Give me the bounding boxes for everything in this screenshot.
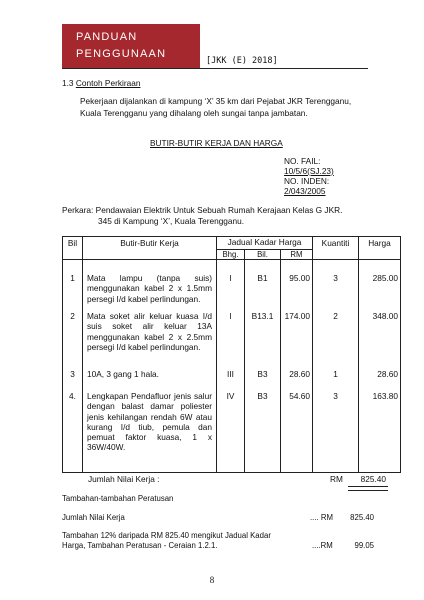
row-1-jbil: B1	[257, 273, 268, 283]
banner-title-line1: PANDUAN	[76, 31, 138, 43]
document-code: [JKK (E) 2018]	[206, 56, 278, 66]
row-3-desc: 10A, 3 gang 1 hala.	[87, 369, 159, 379]
table-header-row	[63, 237, 401, 250]
inden-label: NO. INDEN:	[284, 176, 330, 186]
row-1-desc: Mata lampu (tanpa suis) menggunakan kabel 2 x 1.5mm persegi I/d kabel perlindungan.	[87, 273, 212, 304]
row-3-qty: 1	[333, 369, 338, 379]
row-3-harga: 28.60	[377, 369, 398, 379]
row-4-harga: 163.80	[372, 391, 398, 401]
header-rule	[62, 68, 368, 69]
jumlah2-value: 825.40	[350, 513, 374, 522]
section-heading	[62, 78, 140, 88]
file-info	[284, 156, 334, 196]
tambahan-value: 99.05	[354, 541, 374, 550]
jumlah2-label: Jumlah Nilai Kerja	[62, 513, 125, 522]
header-bil: Bil	[63, 237, 83, 260]
row-2-jbil: B13.1	[251, 311, 274, 321]
tambahan-heading: Tambahan-tambahan Peratusan	[62, 494, 174, 503]
row-3-rm: 28.60	[289, 369, 310, 379]
row-1-bil: 1	[70, 273, 75, 283]
row-1-bhg: I	[229, 273, 232, 283]
perkara-block	[62, 205, 342, 227]
tambahan-text	[62, 531, 271, 551]
row-2-rm: 174.00	[284, 311, 310, 321]
perkara-line1: Pendawaian Elektrik Untuk Sebuah Rumah Kerajaan Kelas G JKR.	[95, 205, 343, 215]
jumlah-currency: RM	[330, 474, 343, 484]
fail-value: 10/5/6(SJ.23)	[284, 166, 334, 176]
perkara-line2: 345 di Kampung ‘X’, Kuala Terengganu.	[98, 216, 245, 226]
section-number: 1.3	[62, 78, 74, 88]
jumlah-value: 825.40	[360, 474, 386, 484]
intro-paragraph: Pekerjaan dijalankan di kampung ‘X’ 35 km dari Pejabat JKR Terengganu, Kuala Terengganu yang dihalang oleh sungai tanpa jambatan.	[80, 96, 352, 118]
header-kuantiti: Kuantiti	[313, 237, 359, 260]
tambahan-currency: ....RM	[312, 541, 333, 550]
row-2-bil: 2	[70, 311, 75, 321]
row-4-desc: Lengkapan Pendafluor jenis salur dengan balast damar poliester jenis kehilangan rendah 6W atau kurang I/d tiub, pemula dan pemuat faktor kuasa, 1 x 36W/40W.	[87, 391, 212, 453]
row-2-desc: Mata soket alir keluar kuasa I/d suis soket alir keluar 13A menggunakan kabel 2 x 2.5mm persegi I/d kabel perlindungan.	[87, 311, 212, 352]
row-2-harga: 348.00	[372, 311, 398, 321]
row-2-bhg: I	[229, 311, 232, 321]
header-bhg: Bhg.	[217, 250, 245, 260]
row-3-jbil: B3	[257, 369, 268, 379]
row-4-bhg: IV	[226, 391, 235, 401]
row-4-qty: 3	[333, 391, 338, 401]
row-4-rm: 54.60	[289, 391, 310, 401]
row-4-bil: 4.	[69, 391, 76, 401]
section-title: Contoh Perkiraan	[75, 78, 141, 88]
fail-label: NO. FAIL:	[284, 156, 321, 166]
row-3-bhg: III	[227, 369, 234, 379]
row-2-qty: 2	[333, 311, 338, 321]
guide-banner	[62, 24, 200, 68]
jumlah2-currency: .... RM	[310, 513, 333, 522]
row-3-bil: 3	[70, 369, 75, 379]
header-rm: RM	[281, 250, 313, 260]
inden-value: 2/043/2005	[284, 186, 326, 196]
total-underline	[348, 486, 388, 491]
header-butir: Butir-Butir Kerja	[83, 237, 217, 260]
banner-title-line2: PENGGUNAAN	[76, 48, 167, 60]
document-title: BUTIR-BUTIR KERJA DAN HARGA	[150, 138, 283, 148]
header-harga: Harga	[359, 237, 401, 260]
tambahan-line2: Harga, Tambahan Peratusan - Ceraian 1.2.1.	[62, 541, 218, 550]
row-1-harga: 285.00	[372, 273, 398, 283]
header-bil2: Bil.	[245, 250, 281, 260]
table-body	[63, 260, 401, 473]
header-jadual: Jadual Kadar Harga	[217, 237, 313, 250]
tambahan-line1: Tambahan 12% daripada RM 825.40 mengikut Jadual Kadar	[62, 531, 271, 540]
page-number: 8	[209, 575, 215, 585]
row-4-jbil: B3	[257, 391, 268, 401]
row-1-qty: 3	[333, 273, 338, 283]
row-1-rm: 95.00	[289, 273, 310, 283]
work-items-table	[62, 236, 401, 473]
jumlah-label: Jumlah Nilai Kerja :	[88, 474, 160, 484]
perkara-label: Perkara:	[62, 205, 94, 215]
